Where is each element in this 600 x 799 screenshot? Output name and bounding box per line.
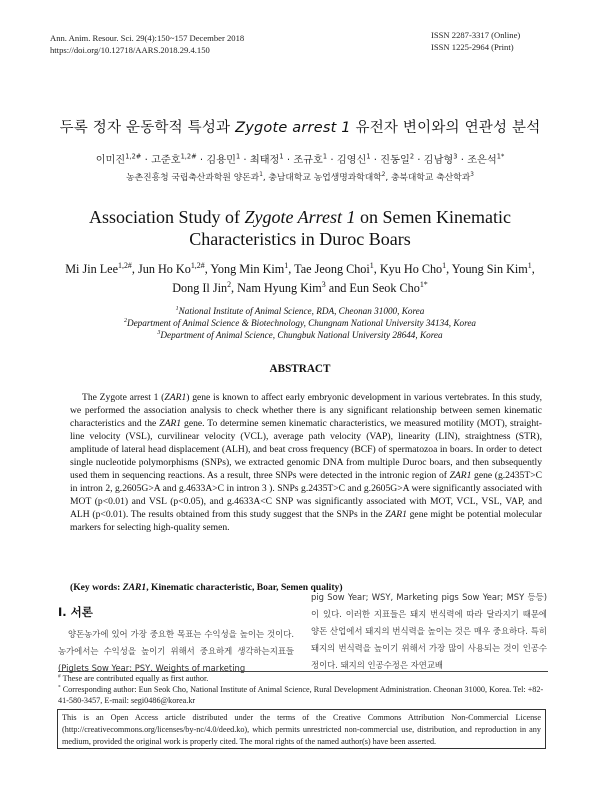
english-author: and Eun Seok Cho$^{1*}$	[328, 279, 428, 295]
abstract-heading: ABSTRACT	[269, 363, 331, 375]
author-affiliation-mark: 1	[442, 260, 447, 270]
korean-author: 김용민$^1$	[206, 152, 241, 166]
english-author: Nam Hyung Kim$^3$	[237, 279, 326, 295]
journal-header	[50, 33, 244, 56]
abstract-body	[70, 391, 542, 535]
keywords-gene: ZAR1	[122, 582, 147, 593]
korean-title-text-end: 유전자 변이와의 연관성 분석	[350, 120, 541, 136]
korean-author: 진동일$^2$	[380, 152, 415, 166]
footnotes	[58, 673, 552, 707]
korean-author: 고준호$^{1,2\#}$	[151, 152, 197, 166]
author-affiliation-mark: 1,2#	[190, 260, 205, 270]
english-affiliation: $^3$Department of Animal Science, Chungbuk National University 28644, Korea	[157, 330, 443, 341]
english-author: Mi Jin Lee$^{1,2\#}$	[65, 260, 132, 276]
english-authors-line1: Mi Jin Lee$^{1,2\#}$, Jun Ho $Ko^{1,2\#}$, Yong Min Kim$^1$, Tae Jeong Choi$^1$, Kyu Ho Cho$^1$, Young Sin Kim$^1$,	[65, 260, 535, 276]
author-affiliation-mark: 2	[227, 279, 232, 289]
issn-print: ISSN 1225-2964 (Print)	[431, 41, 514, 52]
korean-author: 최태정$^1$	[249, 152, 284, 166]
keywords-label: (Key words:	[70, 582, 123, 593]
body-right-column	[311, 589, 547, 674]
author-affiliation-mark: 1,2#	[180, 152, 197, 161]
english-author: Young Sin Kim$^1$	[451, 260, 532, 276]
korean-author: 이미진$^{1,2\#}$	[95, 152, 142, 166]
body-paragraph: pig Sow Year; WSY, Marketing pigs Sow Year; MSY 등등)이 있다. 이러한 지표들은 돼지 번식력에 따라 달라지기 때문에 양돈 산업에서 돼지의 번식력을 높이는 것은 매우 중요하다. 특히 돼지의 번식력을 높이기 위해서 가장 많이 사용되는 것이 인공수정이다. 돼지의 인공수정은 자연교배	[311, 592, 547, 670]
english-title-pre: Association Study of	[89, 207, 245, 227]
english-author: Jun Ho $Ko^{1,2\#}$	[137, 260, 205, 276]
footnote-mark: *	[58, 684, 61, 691]
issn-block	[431, 30, 520, 53]
korean-affiliation: 충북대학교 축산학과$^3$	[390, 172, 474, 183]
abstract-gene: ZAR1	[385, 509, 407, 521]
footnote-corresponding	[58, 684, 552, 706]
english-title-post: on Semen Kinematic	[355, 207, 511, 227]
korean-affiliation: 충남대학교 농업생명과학대학$^2$	[268, 172, 386, 183]
abstract-text: gene (g.2435T>C in intron 2, g.2605G>A and g.4633A>C in intron 3 ). SNPs g.2435T>C and g.2605G>A were significantly associated with MOT (p<0.01) and VSL (p<0.05), and g.4633A<C SNP was significantly associated with MOT, VCL, VSL, VAP, and ALH (p<0.01). The results obtained from this study suggest that the SNPs in the	[70, 470, 543, 521]
korean-affiliation: 농촌진흥청 국립축산과학원 양돈과$^1$	[126, 172, 263, 183]
korean-affiliations: 농촌진흥청 국립축산과학원 양돈과$^1$, 충남대학교 농업생명과학대학$^2$, 충북대학교 축산학과$^3$	[126, 172, 474, 183]
abstract-gene: ZAR1	[449, 470, 472, 482]
section-title-introduction: I. 서론	[58, 605, 93, 619]
abstract-text: gene might be potential molecular markers for selecting high-quality semen.	[70, 509, 542, 534]
korean-title-text: 두록 정자 운동학적 특성과	[59, 120, 236, 136]
footnote-text: These are contributed equally as first author.	[62, 674, 209, 683]
footnote-text: Corresponding author: Eun Seok Cho, National Institute of Animal Science, Rural Development Administration. Cheonan 31000, Korea. Tel: +82-41-580-3457, E-mail: segi0486@korea.kr	[58, 685, 544, 706]
footnote-equal	[58, 673, 552, 684]
author-affiliation-mark: 1,2#	[125, 152, 142, 161]
english-authors	[40, 260, 560, 298]
english-title-gene: Zygote Arrest 1	[244, 207, 356, 227]
author-affiliation-mark: 1	[369, 260, 374, 270]
english-author: Kyu Ho Cho$^1$	[379, 260, 447, 276]
body-paragraph: 양돈농가에 있어 가장 중요한 목표는 수익성을 높이는 것이다. 농가에서는 수익성을 높이기 위해서 중요하게 생각하는지표들(Piglets Sow Year; PSY, Weights of marketing	[58, 629, 294, 673]
english-title	[0, 206, 600, 250]
korean-authors: 이미진$^{1,2\#}$ · 고준호$^{1,2\#}$ · 김용민$^1$ · 최태정$^1$ · 조규호$^1$ · 김영신$^1$ · 진동일$^2$ · 김남형$^3$ · 조은석$^{1*}$	[95, 152, 505, 166]
doi-link[interactable]: https://doi.org/10.12718/AARS.2018.29.4.150	[50, 44, 210, 55]
author-affiliation-mark: 1	[366, 152, 371, 161]
english-title-line1	[0, 206, 600, 228]
author-affiliation-mark: 1*	[496, 152, 505, 161]
journal-citation: Ann. Anim. Resour. Sci. 29(4):150~157 December 2018	[50, 33, 245, 43]
issn-online: ISSN 2287-3317 (Online)	[431, 30, 521, 40]
english-author: Tae Jeong Choi$^1$	[294, 260, 374, 276]
footnote-mark: #	[58, 673, 61, 680]
korean-title	[0, 116, 600, 137]
abstract-text: The Zygote arrest 1 (	[82, 392, 165, 403]
english-author: Yong Min Kim$^1$	[210, 260, 289, 276]
author-affiliation-mark: 3	[453, 152, 458, 161]
korean-title-gene: Zygote arrest 1	[235, 120, 351, 136]
author-affiliation-mark: 2	[409, 152, 415, 161]
author-affiliation-mark: 1	[279, 152, 284, 161]
author-affiliation-mark: 1,2#	[118, 260, 132, 270]
footnote-divider	[58, 671, 548, 672]
english-affiliation: $^1$National Institute of Animal Science, RDA, Cheonan 31000, Korea	[175, 305, 425, 316]
english-affiliations	[0, 305, 600, 342]
author-affiliation-mark: 1	[322, 152, 328, 161]
author-affiliation-mark: 1	[235, 152, 241, 161]
english-affiliation: $^2$Department of Animal Science & Biotechnology, Chungnam National University 34134, Korea	[123, 318, 477, 329]
korean-author: 조은석$^{1*}$	[467, 152, 505, 166]
abstract-text: ) gene is known to affect early embryonic development in various vertebrates. In this study, we performed the association analysis to check whether there is any significant relationship between semen kinematic characteristics and the	[70, 392, 543, 430]
korean-author: 김남형$^3$	[423, 152, 458, 166]
korean-author: 김영신$^1$	[336, 152, 371, 166]
abstract-gene: ZAR1	[159, 418, 182, 430]
author-affiliation-mark: 3	[321, 279, 326, 289]
author-affiliation-mark: 1*	[419, 279, 428, 289]
abstract-text: gene. To determine semen kinematic characteristics, we measured motility (MOT), straight-line velocity (VSL), curvilinear velocity (VCL), average path velocity (VAP), linearity (LIN), straightness (STR), amplitude of lateral head displacement (ALH), and beat cross frequency (BCF) of spermatozoa in boars. In order to detect single nucleotide polymorphisms (SNPs), we extracted genomic DNA from multiple Duroc boars, and then subsequently used them in sequencing reactions. As a result, three SNPs were detected in the intronic region of	[70, 418, 542, 482]
english-author: Dong Il Jin$^2$	[172, 279, 232, 295]
author-affiliation-mark: 1	[284, 260, 289, 270]
korean-author: 조규호$^1$	[293, 152, 328, 166]
keywords-list: , Kinematic characteristic, Boar, Semen quality)	[146, 582, 343, 593]
license-box: This is an Open Access article distributed under the terms of the Creative Commons Attribution Non-Commercial License (http://creativecommons.org/licenses/by-nc/4.0/deed.ko), which permits unrestricted non-commercial use, distribution, and reproduction in any medium, provided the original work is properly cited. The moral rights of the named author(s) have been asserted.	[57, 709, 546, 749]
author-affiliation-mark: 1	[527, 260, 532, 270]
english-authors-line2: Dong Il Jin$^2$, Nam Hyung Kim$^3$ and Eun Seok Cho$^{1*}$	[172, 279, 428, 295]
abstract-gene: ZAR1	[164, 392, 187, 403]
english-title-line2: Characteristics in Duroc Boars	[189, 229, 411, 249]
